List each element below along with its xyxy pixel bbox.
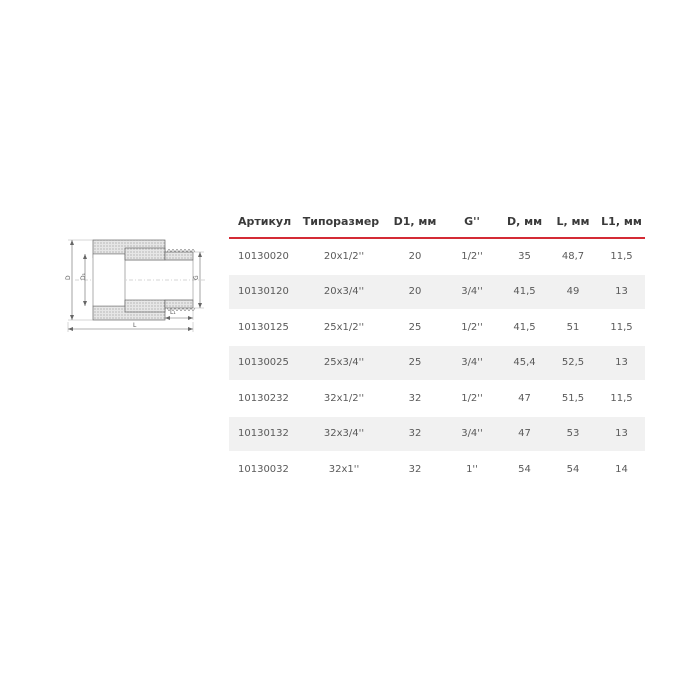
cell-article: 10130132 — [229, 416, 295, 452]
cell-size: 32x3/4'' — [295, 416, 387, 452]
cell-d1: 25 — [387, 345, 443, 381]
cell-l: 53 — [548, 416, 598, 452]
table-row — [229, 381, 645, 417]
cell-size: 20x1/2'' — [295, 238, 387, 274]
cell-g: 1/2'' — [443, 381, 501, 417]
table-row — [229, 238, 645, 274]
cell-g: 3/4'' — [443, 345, 501, 381]
cell-l: 54 — [548, 452, 598, 488]
header-l: L, мм — [548, 205, 598, 238]
cell-article: 10130025 — [229, 345, 295, 381]
table-row — [229, 452, 645, 488]
cell-d: 41,5 — [501, 274, 548, 310]
cell-d1: 32 — [387, 381, 443, 417]
cell-l: 48,7 — [548, 238, 598, 274]
cell-l1: 13 — [598, 345, 645, 381]
cell-d1: 25 — [387, 310, 443, 346]
cell-g: 3/4'' — [443, 274, 501, 310]
cell-l1: 11,5 — [598, 238, 645, 274]
label-L: L — [133, 322, 137, 329]
thread-top — [165, 252, 193, 260]
label-D: D — [65, 275, 72, 280]
label-G: G — [193, 275, 200, 280]
cell-l: 51 — [548, 310, 598, 346]
cell-d: 47 — [501, 416, 548, 452]
cell-g: 1'' — [443, 452, 501, 488]
header-l1: L1, мм — [598, 205, 645, 238]
cell-l1: 14 — [598, 452, 645, 488]
header-d: D, мм — [501, 205, 548, 238]
insert-bottom — [125, 300, 165, 312]
cell-article: 10130125 — [229, 310, 295, 346]
table-row — [229, 274, 645, 310]
cell-g: 3/4'' — [443, 416, 501, 452]
cell-d1: 32 — [387, 416, 443, 452]
thread-bottom — [165, 300, 193, 308]
cell-article: 10130020 — [229, 238, 295, 274]
cell-d: 35 — [501, 238, 548, 274]
cell-d: 47 — [501, 381, 548, 417]
cell-size: 32x1/2'' — [295, 381, 387, 417]
header-article: Артикул — [229, 205, 295, 238]
cell-d1: 32 — [387, 452, 443, 488]
header-d1: D1, мм — [387, 205, 443, 238]
cell-l: 52,5 — [548, 345, 598, 381]
cell-l1: 13 — [598, 416, 645, 452]
header-g: G'' — [443, 205, 501, 238]
cell-l1: 11,5 — [598, 310, 645, 346]
insert-top — [125, 248, 165, 260]
socket-bore — [93, 254, 125, 306]
cell-size: 32x1'' — [295, 452, 387, 488]
table-row — [229, 345, 645, 381]
thread-teeth-top — [167, 249, 195, 252]
cell-l1: 13 — [598, 274, 645, 310]
label-D1: D₁ — [80, 272, 87, 280]
cell-article: 10130032 — [229, 452, 295, 488]
cell-article: 10130232 — [229, 381, 295, 417]
table-header-row — [229, 205, 645, 238]
cell-d: 41,5 — [501, 310, 548, 346]
cell-size: 20x3/4'' — [295, 274, 387, 310]
cell-l: 51,5 — [548, 381, 598, 417]
cell-d: 45,4 — [501, 345, 548, 381]
label-L1: L₁ — [170, 309, 176, 316]
fitting-drawing — [55, 230, 210, 340]
header-size: Типоразмер — [295, 205, 387, 238]
cell-size: 25x1/2'' — [295, 310, 387, 346]
cell-d1: 20 — [387, 274, 443, 310]
cell-article: 10130120 — [229, 274, 295, 310]
cell-d: 54 — [501, 452, 548, 488]
table-row — [229, 310, 645, 346]
cell-size: 25x3/4'' — [295, 345, 387, 381]
specification-table — [229, 205, 645, 488]
cell-l1: 11,5 — [598, 381, 645, 417]
cell-d1: 20 — [387, 238, 443, 274]
cell-l: 49 — [548, 274, 598, 310]
table-row — [229, 416, 645, 452]
cell-g: 1/2'' — [443, 238, 501, 274]
cell-g: 1/2'' — [443, 310, 501, 346]
